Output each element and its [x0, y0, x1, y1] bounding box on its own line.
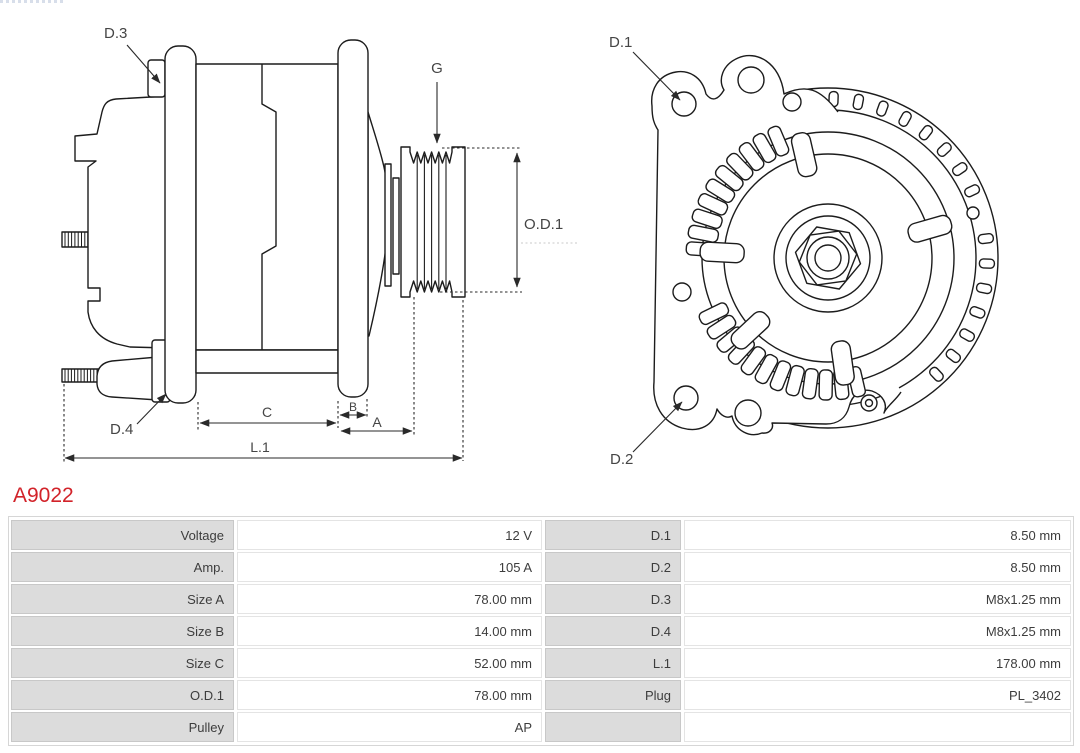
spec-value1-cell: 78.00 mm [237, 584, 542, 614]
shaft-spacer-2 [393, 178, 399, 274]
spec-label2-cell [545, 712, 681, 742]
spec-label2-cell: D.4 [545, 616, 681, 646]
spec-value2-cell: 8.50 mm [684, 552, 1071, 582]
label-d3: D.3 [104, 25, 128, 42]
front-view-labels [609, 34, 633, 468]
label-a: A [372, 414, 382, 430]
spec-label2-cell: D.3 [545, 584, 681, 614]
d2-leader [633, 402, 682, 452]
spec-row [11, 584, 1071, 614]
spec-value2-cell: 178.00 mm [684, 648, 1071, 678]
spec-row [11, 520, 1071, 550]
shaft-spacer [385, 164, 391, 286]
spec-label1-cell: Voltage [11, 520, 234, 550]
label-l1: L.1 [250, 439, 270, 455]
spec-label1-cell: Size B [11, 616, 234, 646]
shaft-end [815, 245, 841, 271]
spec-label1-cell: O.D.1 [11, 680, 234, 710]
hub [774, 204, 882, 312]
spec-value2-cell: M8x1.25 mm [684, 584, 1071, 614]
side-view [62, 40, 465, 403]
label-d4: D.4 [110, 421, 134, 438]
spec-label1-cell: Size A [11, 584, 234, 614]
spec-label2-cell: D.2 [545, 552, 681, 582]
spec-table [8, 516, 1074, 746]
spec-label2-cell: L.1 [545, 648, 681, 678]
spec-value1-cell: 14.00 mm [237, 616, 542, 646]
pulley [401, 147, 465, 297]
spec-value1-cell: 105 A [237, 552, 542, 582]
lower-terminal-stud [62, 369, 100, 382]
spec-row [11, 648, 1071, 678]
bottom-lug-hole [735, 400, 761, 426]
right-ear-hole [967, 207, 979, 219]
spec-label1-cell: Pulley [11, 712, 234, 742]
spec-value2-cell [684, 712, 1071, 742]
part-number-heading: A9022 [13, 484, 74, 507]
top-small-hole [783, 93, 801, 111]
front-view [652, 56, 998, 435]
spec-value2-cell: M8x1.25 mm [684, 616, 1071, 646]
spec-value1-cell: 52.00 mm [237, 648, 542, 678]
spec-value2-cell: PL_3402 [684, 680, 1071, 710]
upper-terminal-stud [62, 232, 88, 247]
spec-row [11, 616, 1071, 646]
spec-value1-cell: 78.00 mm [237, 680, 542, 710]
rear-bracket-band [165, 46, 196, 403]
spec-label2-cell: D.1 [545, 520, 681, 550]
spec-label1-cell: Amp. [11, 552, 234, 582]
spec-value1-cell: AP [237, 712, 542, 742]
front-bracket-band [338, 40, 368, 397]
label-b: B [348, 400, 358, 414]
spec-value2-cell: 8.50 mm [684, 520, 1071, 550]
label-c: C [261, 404, 273, 420]
lower-mount [97, 357, 158, 400]
spec-row [11, 552, 1071, 582]
spec-row [11, 712, 1071, 742]
label-g: G [431, 60, 443, 77]
spec-row [11, 680, 1071, 710]
rear-housing [75, 96, 168, 348]
stator-drum [196, 64, 338, 373]
bottom-right-lug-pin [866, 400, 873, 407]
label-d1: D.1 [609, 34, 633, 51]
spec-value1-cell: 12 V [237, 520, 542, 550]
plate-side-hole [673, 283, 691, 301]
label-od1: O.D.1 [524, 216, 564, 233]
label-d2: D.2 [610, 451, 634, 468]
top-middle-hole [738, 67, 764, 93]
spec-label1-cell: Size C [11, 648, 234, 678]
spec-label2-cell: Plug [545, 680, 681, 710]
